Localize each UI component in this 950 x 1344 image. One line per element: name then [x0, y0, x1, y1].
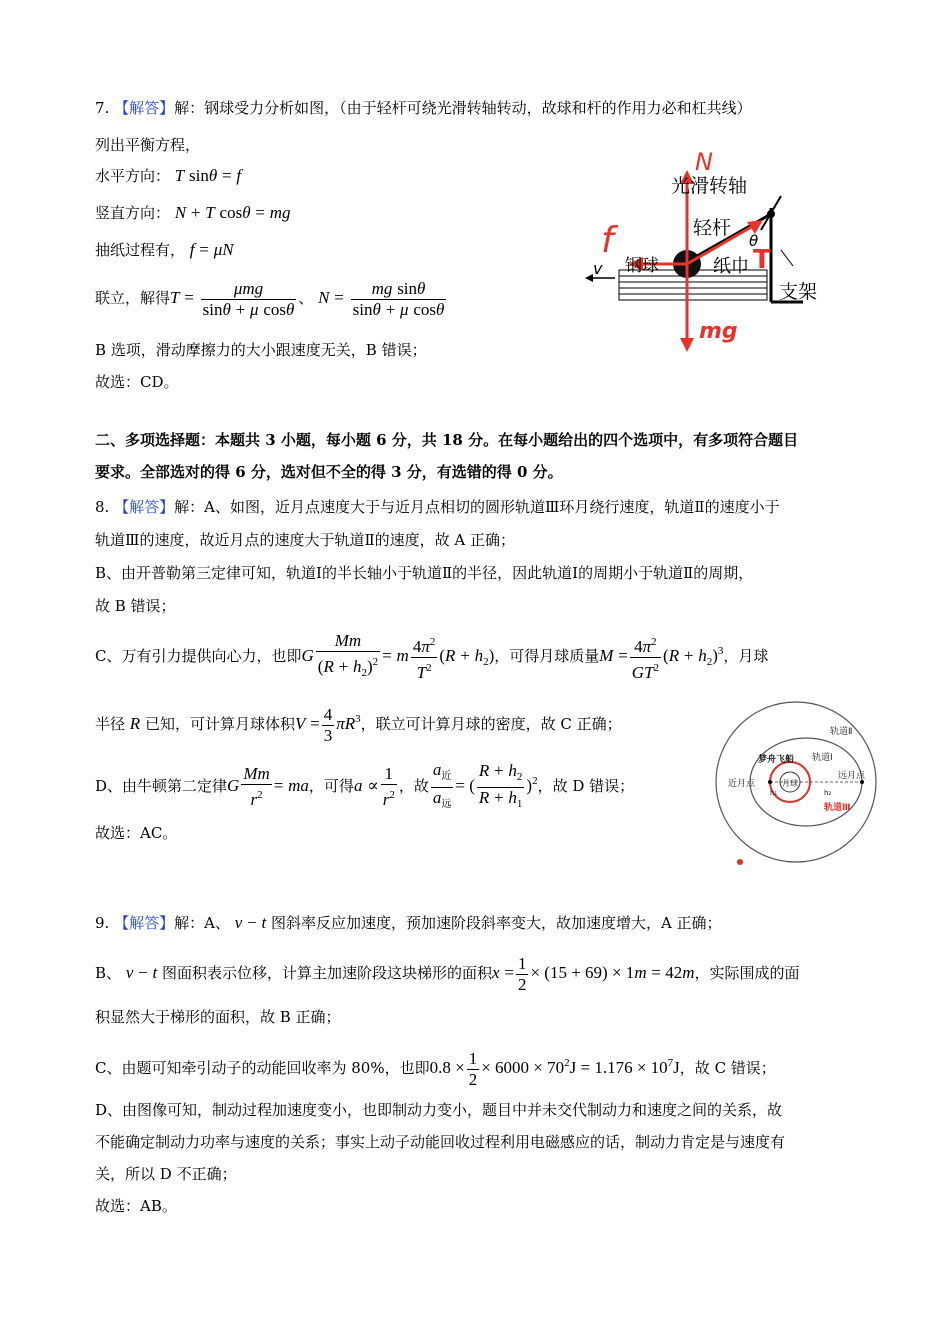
label-light-rod: 轻杆 — [693, 217, 732, 239]
q9-b-line1: B、 v − t 图面积表示位移，计算主加速阶段这块梯形的面积x = $\frac{1}{2}$ × (15 + 69) × 1m = 42m，实际围成的面 — [95, 953, 800, 994]
q8-orbit-diagram — [714, 700, 879, 868]
label-h1: h₁ — [770, 789, 778, 797]
label-T: T — [753, 245, 771, 275]
q7-intro: 解：钢球受力分析如图，（由于轻杆可绕光滑转轴转动，故球和杆的作用力必和杠共线） — [174, 99, 752, 117]
q7-vertical-eq: 竖直方向： N + T cosθ = mg — [95, 203, 291, 222]
q9-b-line2: 积显然大于梯形的面积，故 B 正确； — [95, 1008, 341, 1026]
section2-heading-line1: 二、多项选择题：本题共 3 小题，每小题 6 分，共 18 分。在每小题给出的四个选项中，有多项符合题目 — [95, 431, 799, 449]
q7-force-diagram — [575, 140, 875, 368]
q7-line2: 列出平衡方程， — [95, 136, 201, 154]
q7-friction-eq: 抽纸过程有， f = μN — [95, 240, 234, 259]
red-dot — [737, 859, 743, 865]
q7-horizontal-eq: 水平方向： T sinθ = f — [95, 166, 242, 185]
label-v: v — [593, 259, 603, 278]
stand-pointer — [781, 250, 793, 266]
label-paper-towel: 纸巾 — [713, 256, 749, 277]
label-mg: mg — [699, 319, 738, 344]
label-apolune: 远月点 — [838, 771, 866, 781]
q9-a-line: 9. 【解答】解：A、 v − t 图斜率反应加速度，预加速阶段斜率变大，故加速度增大，A 正确； — [95, 913, 722, 932]
q7-intro-line — [95, 98, 752, 118]
q7-solution-eq: 联立，解得T = $\frac{\text{μmg}}{\text{sinθ + μ cosθ}}$ 、 N = $\frac{\text{mg sinθ}}{\text{sinθ + μ cosθ}}$ — [95, 278, 445, 319]
q8-answer-tag: 【解答】 — [114, 498, 175, 516]
q7-answer: 故选：CD。 — [95, 373, 179, 391]
label-moon: 月球 — [782, 779, 798, 788]
q8-b-line2: 故 B 错误； — [95, 597, 176, 615]
q8-a-line2: 轨道Ⅲ的速度，故近月点的速度大于轨道Ⅱ的速度，故 A 正确； — [95, 531, 516, 549]
label-steel-ball: 钢球 — [625, 256, 659, 276]
label-f: f — [601, 220, 614, 261]
label-stand: 支架 — [779, 281, 818, 303]
q8-a-line1: 8. 【解答】解：A、如图，近月点速度大于与近月点相切的圆形轨道Ⅲ环月绕行速度，轨道Ⅱ的速度小于 — [95, 498, 780, 516]
q8-answer: 故选：AC。 — [95, 824, 178, 842]
q7-answer-tag: 【解答】 — [114, 99, 175, 117]
label-orbit-I: 轨道Ⅰ — [812, 753, 833, 763]
label-h2: h₂ — [824, 789, 832, 797]
q7-number: 7. — [95, 99, 110, 117]
q7-option-b: B 选项，滑动摩擦力的大小跟速度无关，B 错误； — [95, 341, 427, 359]
q9-answer-tag: 【解答】 — [114, 914, 175, 932]
q9-d-line3: 关，所以 D 不正确； — [95, 1165, 237, 1183]
q8-c-line2: 半径 R 已知，可计算月球体积V = $\frac{4}{3}$ $\pi R^3$，联立可计算月球的密度，故 C 正确； — [95, 704, 622, 745]
label-theta: θ — [749, 232, 759, 250]
q8-d-line: D、由牛顿第二定律G $\frac{Mm}{r^2}$ = ma，可得a ∝ $\frac{1}{r^2}$ ，故 $\frac{a_近}{a_远}$ = ( $\frac{R + h_2}{R + h_1}$ )$^2$，故 D 错误； — [95, 759, 635, 810]
q9-d-line2: 不能确定制动力功率与速度的关系；事实上动子动能回收过程利用电磁感应的话，制动力肯定是与速度有 — [95, 1133, 786, 1151]
q8-b-line1: B、由开普勒第三定律可知，轨道Ⅰ的半长轴小于轨道Ⅱ的半径，因此轨道Ⅰ的周期小于轨道Ⅱ的周期， — [95, 564, 754, 582]
label-N: N — [695, 148, 713, 176]
q8-c-line1: C、万有引力提供向心力，也即G $\frac{Mm}{(R + h_2)^2}$ = m $\frac{4\pi^2}{T^2}$ $(R + h_2)$，可得月球质量M = $\frac{4\pi^2}{GT^2}$ $(R + h_2)^3$，月球 — [95, 631, 769, 682]
section2-heading-line2: 要求。全部选对的得 6 分，选对但不全的得 3 分，有选错的得 0 分。 — [95, 463, 563, 481]
label-spacecraft: 梦舟飞船 — [758, 755, 795, 765]
label-orbit-III: 轨道Ⅲ — [824, 803, 851, 813]
q9-d-line1: D、由图像可知，制动过程加速度变小，也即制动力变小，题目中并未交代制动力和速度之间的关系，故 — [95, 1101, 783, 1119]
q9-answer: 故选：AB。 — [95, 1197, 177, 1215]
label-perilune: 近月点 — [728, 779, 756, 789]
label-smooth-axis: 光滑转轴 — [671, 175, 748, 197]
label-orbit-II: 轨道Ⅱ — [830, 727, 853, 737]
q9-c-line: C、由题可知牵引动子的动能回收率为 80%，也即0.8 × $\frac{1}{2}$ × $6000 \times 70^2J = 1.176 \times 10^7J$，故 C 错误； — [95, 1048, 776, 1089]
